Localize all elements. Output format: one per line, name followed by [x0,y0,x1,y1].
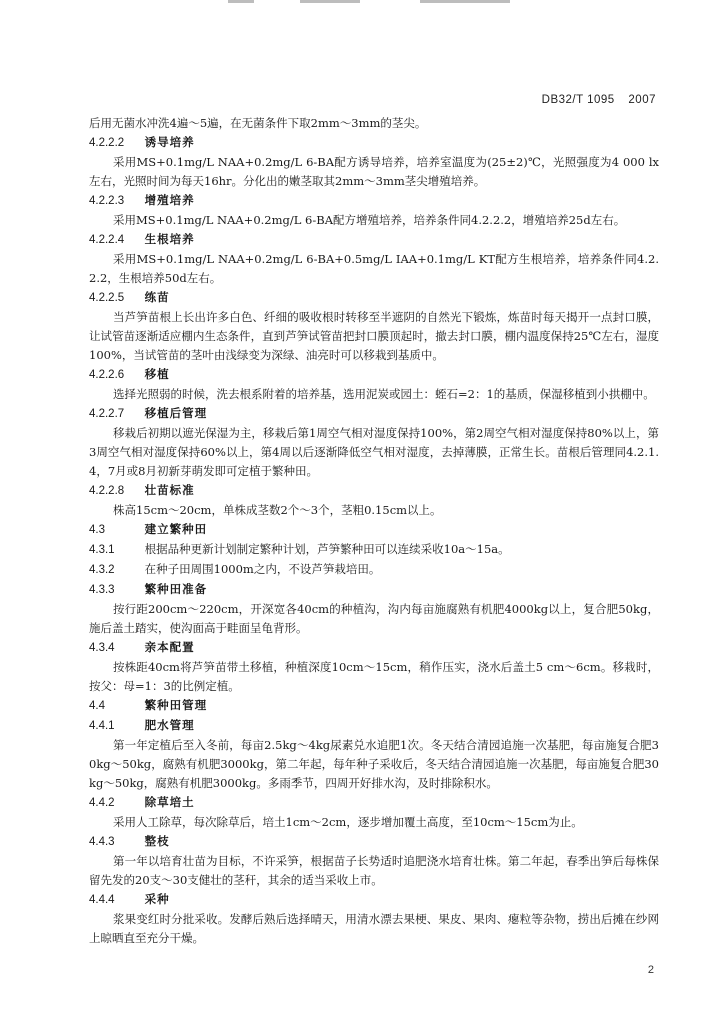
section-title: 诱导培养 [144,135,195,149]
scan-artifact [420,0,510,3]
section-text-4-4-1: 第一年定植后至入冬前，每亩2.5kg～4kg尿素兑水追肥1次。冬天结合清园追施一次基肥，每亩施复合肥30kg～50kg，腐熟有机肥3000kg，第二年起，每年种子采收后，冬天结合清园追施一次基肥，每亩施复合肥30kg～50kg，腐熟有机肥3000kg。多雨季节，四周开好排水沟，及时排除积水。 [89,738,659,790]
section-title: 亲本配置 [144,640,195,654]
section-heading-4-2-2-6 [89,365,659,385]
section-number: 4.4.3 [89,836,115,848]
section-text-4-4-3: 第一年以培育壮苗为目标，不许采笋，根据苗子长势适时追肥浇水培育壮株。第二年起，春季出笋后每株保留先发的20支～30支健壮的茎秆，其余的适当采收上市。 [89,854,659,887]
section-heading-4-4-3 [89,832,659,852]
section-heading-4-4-4 [89,890,659,910]
scan-artifact [300,0,360,3]
section-heading-4-2-2-4 [89,230,659,250]
page-number: 2 [647,964,654,976]
section-heading-4-4 [89,696,659,716]
section-title: 除草培土 [144,795,195,809]
standard-year: 2007 [628,94,656,106]
section-text-4-3-1: 根据品种更新计划制定繁种计划，芦笋繁种田可以连续采收10a～15a。 [144,542,510,556]
section-text-4-2-2-3: 采用MS+0.1mg/L NAA+0.2mg/L 6-BA配方增殖培养，培养条件同4.2.2.2，增殖培养25d左右。 [113,213,626,227]
section-number: 4.3.2 [89,564,115,576]
section-heading-4-3-3 [89,580,659,600]
section-heading-4-2-2-7 [89,404,659,424]
section-text-4-2-2-6: 选择光照弱的时候，洗去根系附着的培养基，选用泥炭或园土：蛭石=2：1的基质，保湿移植到小拱棚中。 [113,387,655,401]
section-heading-4-3-4 [89,638,659,658]
section-title: 壮苗标准 [144,483,195,497]
section-number: 4.2.2.4 [89,234,125,246]
section-title: 练苗 [144,290,170,304]
section-text-4-3-3: 按行距200cm～220cm，开深宽各40cm的种植沟，沟内每亩施腐熟有机肥4000kg以上，复合肥50kg，施后盖土踏实，使沟面高于畦面呈龟背形。 [89,602,659,635]
section-number: 4.2.2.5 [89,292,125,304]
section-number: 4.4 [89,700,105,712]
section-number: 4.3 [89,524,105,536]
section-title: 生根培养 [144,232,195,246]
section-text-4-2-2-8: 株高15cm～20cm，单株成茎数2个～3个，茎粗0.15cm以上。 [113,503,442,517]
section-text-4-2-2-5: 当芦笋苗根上长出许多白色、纤细的吸收根时转移至半遮阴的自然光下锻炼，炼苗时每天揭开一点封口膜，让试管苗逐渐适应棚内生态条件，直到芦笋试管苗把封口膜顶起时，撤去封口膜，棚内温度保持25℃左右，湿度100%，当试管苗的茎叶由浅绿变为深绿、油亮时可以移栽到基质中。 [89,310,659,362]
section-heading-4-3 [89,520,659,540]
section-text-4-3-4: 按株距40cm将芦笋苗带土移植，种植深度10cm～15cm，稍作压实，浇水后盖土5 cm～6cm。移栽时，按父：母=1：3的比例定植。 [89,660,659,693]
section-title: 采种 [144,892,170,906]
section-text-4-3-2: 在种子田周围1000m之内，不设芦笋栽培田。 [144,562,381,576]
section-heading-4-4-1 [89,716,659,736]
section-number: 4.3.4 [89,642,115,654]
section-title: 整枝 [144,834,170,848]
scan-artifact [228,0,254,3]
section-text-4-2-2-2: 采用MS+0.1mg/L NAA+0.2mg/L 6-BA配方诱导培养，培养室温度为(25±2)℃，光照强度为4 000 lx左右，光照时间为每天16hr。分化出的嫩茎取其2mm～3mm茎尖增殖培养。 [89,155,659,188]
section-item-4-3-2 [89,560,659,580]
section-heading-4-2-2-8 [89,481,659,501]
section-title: 增殖培养 [144,193,195,207]
section-title: 建立繁种田 [144,522,208,536]
section-title: 肥水管理 [144,718,195,732]
section-number: 4.3.1 [89,544,115,556]
section-text-4-2-2-7: 移栽后初期以遮光保湿为主，移栽后第1周空气相对湿度保持100%，第2周空气相对湿度保持80%以上，第3周空气相对湿度保持60%以上，第4周以后逐渐降低空气相对湿度，去掉薄膜，正常生长。苗根后管理同4.2.1.4，7月或8月初新芽萌发即可定植于繁种田。 [89,426,659,478]
section-heading-4-2-2-5 [89,288,659,308]
section-text-4-4-2: 采用人工除草，每次除草后，培土1cm～2cm，逐步增加覆土高度，至10cm～15cm为止。 [113,815,583,829]
section-number: 4.2.2.6 [89,369,125,381]
section-text-4-2-2-4: 采用MS+0.1mg/L NAA+0.2mg/L 6-BA+0.5mg/L IAA+0.1mg/L KT配方生根培养，培养条件同4.2.2.2，生根培养50d左右。 [89,252,659,285]
continued-paragraph: 后用无菌水冲洗4遍～5遍，在无菌条件下取2mm～3mm的茎尖。 [89,116,427,130]
section-number: 4.2.2.3 [89,195,125,207]
section-number: 4.3.3 [89,584,115,596]
section-title: 繁种田管理 [144,698,208,712]
section-number: 4.2.2.2 [89,137,125,149]
document-body [89,114,659,948]
standard-code-header [542,94,656,106]
section-heading-4-2-2-2 [89,133,659,153]
section-number: 4.4.1 [89,720,115,732]
section-heading-4-4-2 [89,793,659,813]
section-number: 4.4.4 [89,894,115,906]
section-title: 移植后管理 [144,406,208,420]
section-number: 4.2.2.7 [89,408,125,420]
section-number: 4.2.2.8 [89,485,125,497]
section-number: 4.4.2 [89,797,115,809]
section-title: 移植 [144,367,170,381]
section-heading-4-2-2-3 [89,191,659,211]
section-title: 繁种田准备 [144,582,208,596]
section-item-4-3-1 [89,540,659,560]
section-text-4-4-4: 浆果变红时分批采收。发酵后熟后选择晴天，用清水漂去果梗、果皮、果肉、瘪粒等杂物，捞出后摊在纱网上晾晒直至充分干燥。 [89,912,659,945]
standard-code: DB32/T 1095 [541,94,615,106]
